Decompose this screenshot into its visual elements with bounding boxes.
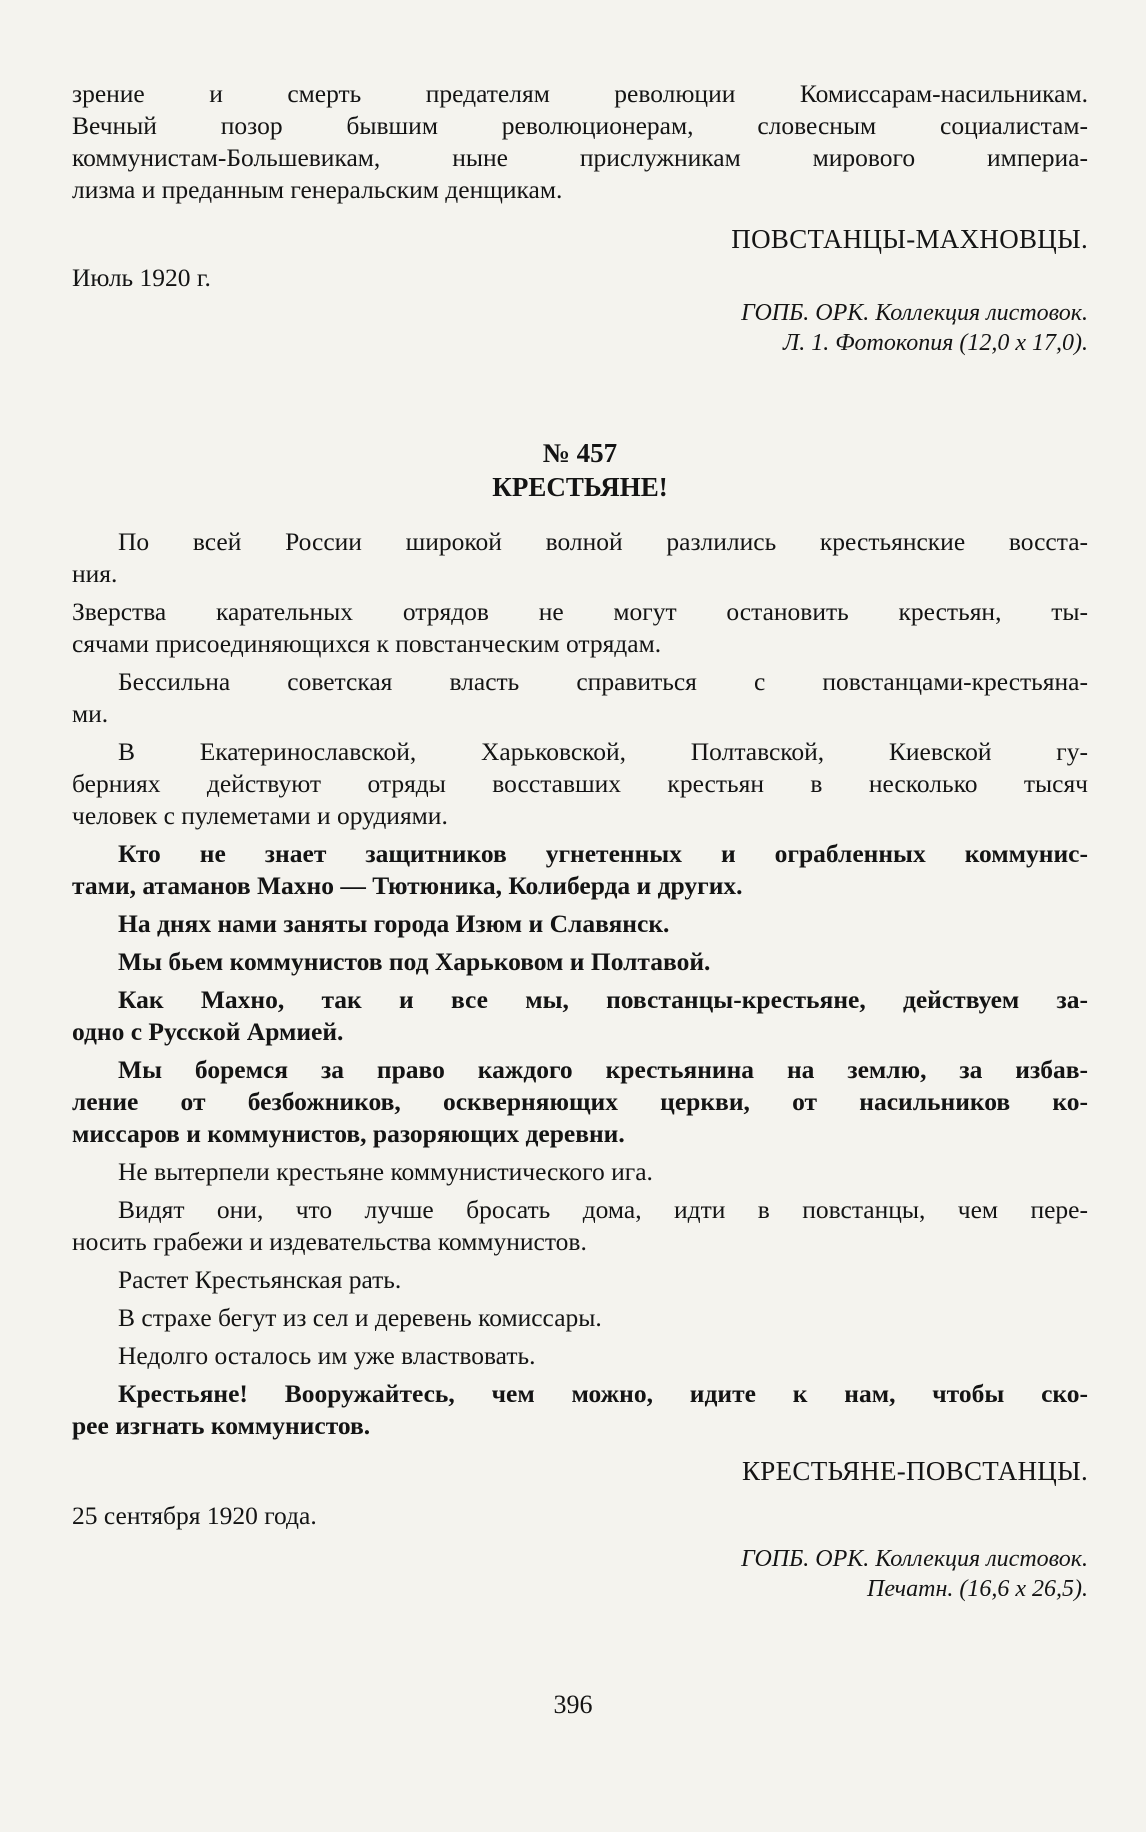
- paragraph: [72, 984, 1088, 1048]
- signature-makhnovtsy: ПОВСТАНЦЫ-МАХНОВЦЫ.: [731, 224, 1088, 254]
- text-line: лизма и преданным генеральским денщикам.: [72, 175, 563, 204]
- paragraph: [72, 908, 1088, 940]
- paragraph: [72, 1194, 1088, 1258]
- text-line: В страхе бегут из сел и деревень комиссары.: [118, 1303, 602, 1332]
- text-line: По всей России широкой волной разлились крестьянские восста-: [118, 527, 1088, 556]
- text-line: берниях действуют отряды восставших крестьян в несколько тысяч: [72, 769, 1088, 798]
- text-line: Растет Крестьянская рать.: [118, 1265, 402, 1294]
- source-line-1b: ГОПБ. ОРК. Коллекция листовок.: [741, 1546, 1088, 1572]
- text-line: тами, атаманов Махно — Тютюника, Колиберда и других.: [72, 871, 743, 900]
- paragraph: [72, 1340, 1088, 1372]
- text-line: Вечный позор бывшим революционерам, словесным социалистам-: [72, 111, 1088, 140]
- text-line: Недолго осталось им уже властвовать.: [118, 1341, 536, 1370]
- text-line: Видят они, что лучше бросать дома, идти в повстанцы, чем пере-: [118, 1195, 1088, 1224]
- text-line: Кто не знает защитников угнетенных и ограбленных коммунис-: [118, 839, 1088, 868]
- paragraph: [72, 666, 1088, 730]
- paragraph: [72, 596, 1088, 660]
- text-line: Не вытерпели крестьяне коммунистического ига.: [118, 1157, 653, 1186]
- text-line: Как Махно, так и все мы, повстанцы-крестьяне, действуем за-: [118, 985, 1088, 1014]
- text-line: миссаров и коммунистов, разоряющих деревни.: [72, 1119, 625, 1148]
- document-page: [72, 78, 1088, 1604]
- text-line: Крестьяне! Вооружайтесь, чем можно, идите к нам, чтобы ско-: [118, 1379, 1088, 1408]
- paragraph: [72, 838, 1088, 902]
- date-july-1920: Июль 1920 г.: [72, 263, 211, 292]
- text-line: рее изгнать коммунистов.: [72, 1411, 371, 1440]
- source-line-2b: Печатн. (16,6 х 26,5).: [867, 1576, 1088, 1602]
- intro-text: [72, 78, 1088, 206]
- text-line: сячами присоединяющихся к повстанческим отрядам.: [72, 629, 662, 658]
- text-line: человек с пулеметами и орудиями.: [72, 801, 448, 830]
- text-line: Зверства карательных отрядов не могут остановить крестьян, ты-: [72, 597, 1088, 626]
- text-line: ми.: [72, 699, 109, 728]
- signature-krestyane-povstantsy: КРЕСТЬЯНЕ-ПОВСТАНЦЫ.: [741, 1456, 1088, 1486]
- text-line: зрение и смерть предателям революции Комиссарам-насильникам.: [72, 79, 1088, 108]
- text-line: Бессильна советская власть справиться с повстанцами-крестьяна-: [118, 667, 1088, 696]
- source-line-2: Л. 1. Фотокопия (12,0 х 17,0).: [783, 330, 1088, 356]
- text-line: ния.: [72, 559, 118, 588]
- text-line: одно с Русской Армией.: [72, 1017, 344, 1046]
- paragraph: [72, 1264, 1088, 1296]
- text-line: носить грабежи и издевательства коммунистов.: [72, 1227, 587, 1256]
- text-line: Мы бьем коммунистов под Харьковом и Полтавой.: [118, 947, 711, 976]
- date-sept-1920: 25 сентября 1920 года.: [72, 1501, 317, 1530]
- text-line: ление от безбожников, оскверняющих церкви, от насильников ко-: [72, 1087, 1088, 1116]
- text-line: На днях нами заняты города Изюм и Славянск.: [118, 909, 670, 938]
- text-line: В Екатеринославской, Харьковской, Полтавской, Киевской гу-: [118, 737, 1088, 766]
- paragraph: [72, 946, 1088, 978]
- page-number: 396: [553, 1690, 593, 1719]
- paragraph: [72, 1378, 1088, 1442]
- paragraph: [72, 1054, 1088, 1150]
- document-title: КРЕСТЬЯНЕ!: [492, 472, 668, 502]
- paragraph: [72, 526, 1088, 590]
- source-line-1: ГОПБ. ОРК. Коллекция листовок.: [741, 300, 1088, 326]
- text-line: коммунистам-Большевикам, ныне прислужникам мирового империа-: [72, 143, 1088, 172]
- leaflet-body: [72, 526, 1088, 1442]
- document-number: № 457: [542, 438, 618, 468]
- paragraph: [72, 1156, 1088, 1188]
- text-line: Мы боремся за право каждого крестьянина на землю, за избав-: [118, 1055, 1088, 1084]
- paragraph: [72, 1302, 1088, 1334]
- paragraph: [72, 736, 1088, 832]
